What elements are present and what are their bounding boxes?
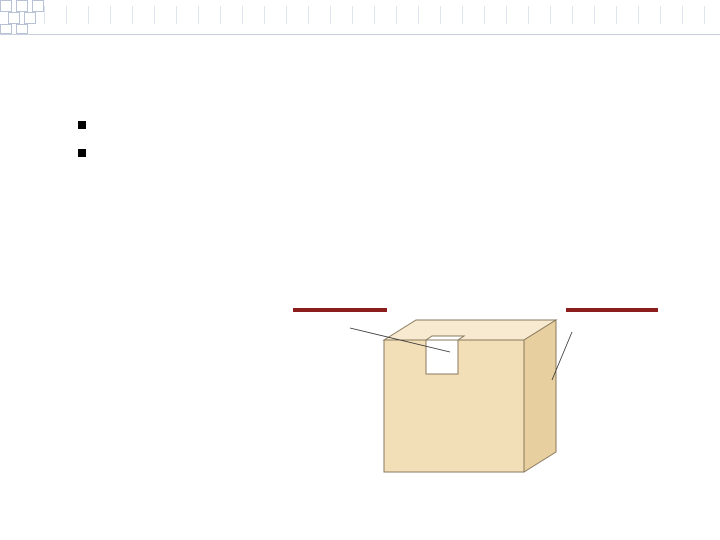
title-rule — [0, 34, 720, 35]
bullet-square-icon — [78, 121, 86, 129]
cube-figure — [290, 302, 662, 502]
cube-side-face — [524, 320, 556, 472]
title-decoration — [0, 0, 720, 34]
bullet-square-icon — [78, 149, 86, 157]
cube-diagram — [290, 302, 662, 502]
highlighted-cell-front — [426, 340, 458, 374]
highlighted-cell-top — [426, 336, 464, 340]
bullet-list — [78, 116, 638, 144]
